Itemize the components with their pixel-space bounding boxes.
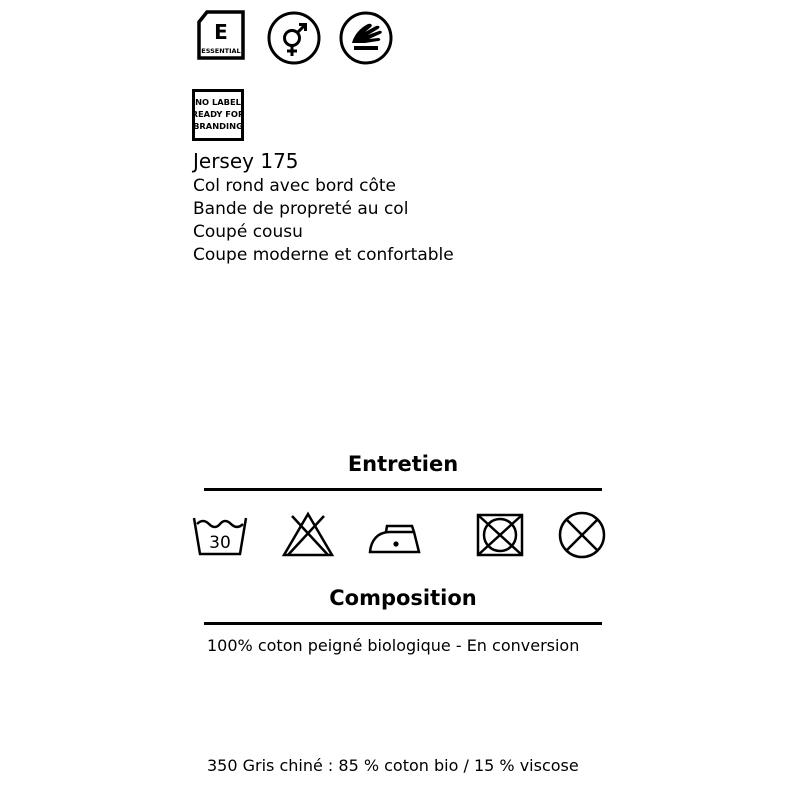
- feature-line: Coupe moderne et confortable: [193, 245, 454, 265]
- wash-30-icon: [192, 510, 248, 560]
- feature-line: Col rond avec bord côte: [193, 176, 397, 196]
- wash-temperature: 30: [209, 533, 231, 553]
- essential-badge-letter: E: [214, 20, 228, 44]
- composition-divider: [204, 622, 602, 625]
- feature-line: Bande de propreté au col: [193, 199, 409, 219]
- composition-variant: 350 Gris chiné : 85 % coton bio / 15 % viscose: [207, 756, 579, 775]
- no-label-line-3: BRANDING: [193, 121, 243, 131]
- product-title: Jersey 175: [193, 149, 299, 173]
- product-description: [193, 148, 454, 267]
- no-bleach-icon: [280, 510, 336, 560]
- care-heading: Entretien: [347, 452, 459, 476]
- essential-badge-icon: [195, 10, 247, 62]
- no-tumble-dry-icon: [472, 510, 528, 560]
- composition-main: 100% coton peigné biologique - En conversion: [207, 636, 580, 655]
- no-label-line-2: READY FOR: [192, 109, 244, 119]
- unisex-gender-icon: [266, 10, 322, 66]
- no-dry-clean-icon: [554, 510, 610, 560]
- essential-badge-caption: ESSENTIAL: [201, 47, 241, 55]
- no-label-badge-icon: [192, 89, 244, 141]
- feature-line: Coupé cousu: [193, 222, 303, 242]
- iron-low-icon: [366, 510, 422, 560]
- hand-print-icon: [338, 10, 394, 66]
- care-divider: [204, 488, 602, 491]
- composition-heading: Composition: [329, 586, 477, 610]
- no-label-line-1: NO LABEL: [195, 97, 241, 107]
